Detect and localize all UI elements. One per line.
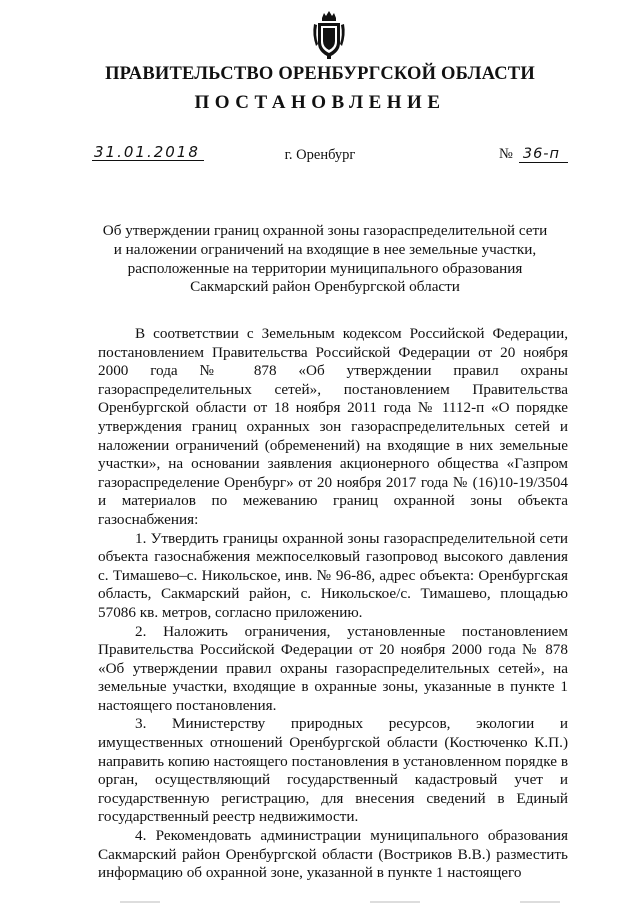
subject-line: и наложении ограничений на входящие в нее земельные участки,	[113, 240, 537, 258]
intro-paragraph: В соответствии с Земельным кодексом Российской Федерации, постановлением Правительства Российской Федерации от 20 ноября 2000 года № 878 «Об утверждении правил охраны газораспределительных сетей», постановлением Правительства Оренбургской области от 18 ноября 2011 года № 1112-п «О порядке утверждения границ охранных зон газораспределительных сетей и наложении ограничений (обременений) на входящие в них земельные участки», на основании заявления акционерного общества «Газпром газораспределение Оренбург» от 20 ноября 2017 года № (16)10-19/3504 и материалов по межеванию границ охранной зоны объекта газоснабжения:	[98, 325, 568, 528]
numbered-item: 4. Рекомендовать администрации муниципального образования Сакмарский район Оренбургской области (Востриков В.В.) разместить информацию об охранной зоне, указанной в пункте 1 настоящего	[98, 827, 568, 882]
coat-of-arms-icon	[311, 10, 347, 60]
subject-line: Об утверждении границ охранной зоны газораспределительной сети	[102, 222, 548, 239]
number-value: 36-п	[519, 146, 568, 163]
document-number	[499, 146, 568, 163]
numbered-item: 3. Министерству природных ресурсов, экологии и имущественных отношений Оренбургской области (Костюченко К.П.) направить копию настоящего постановления в установленном порядке в орган, осуществляющий государственный кадастровый учет и государственную регистрацию, для внесения сведений в Единый государственный реестр недвижимости.	[98, 715, 568, 826]
government-title: ПРАВИТЕЛЬСТВО ОРЕНБУРГСКОЙ ОБЛАСТИ	[105, 64, 535, 84]
numbered-item: 2. Наложить ограничения, установленные постановлением Правительства Российской Федерации от 20 ноября 2000 года № 878 «Об утверждении правил охраны газораспределительных сетей», на земельные участки, входящие в охранные зоны, указанные в пункте 1 настоящего постановления.	[98, 622, 568, 714]
numbered-item: 1. Утвердить границы охранной зоны газораспределительной сети объекта газоснабжения межпоселковый газопровод высокого давления с. Тимашево–с. Никольское, инв. № 96-86, адрес объекта: Оренбургская область, Сакмарский район, с. Никольское/с. Тимашево, площадью 57086 кв. метров, согласно приложению.	[98, 529, 568, 621]
subject-line: Сакмарский район Оренбургской области	[190, 278, 460, 296]
document-city: г. Оренбург	[284, 147, 356, 163]
scan-edge-marks	[120, 895, 560, 905]
document-subject	[100, 222, 550, 297]
number-sign: №	[499, 146, 513, 162]
subject-line: расположенные на территории муниципального образования	[127, 259, 523, 277]
document-body	[98, 325, 568, 883]
document-date: 31.01.2018	[92, 144, 204, 161]
document-type-heading: ПОСТАНОВЛЕНИЕ	[194, 92, 446, 113]
